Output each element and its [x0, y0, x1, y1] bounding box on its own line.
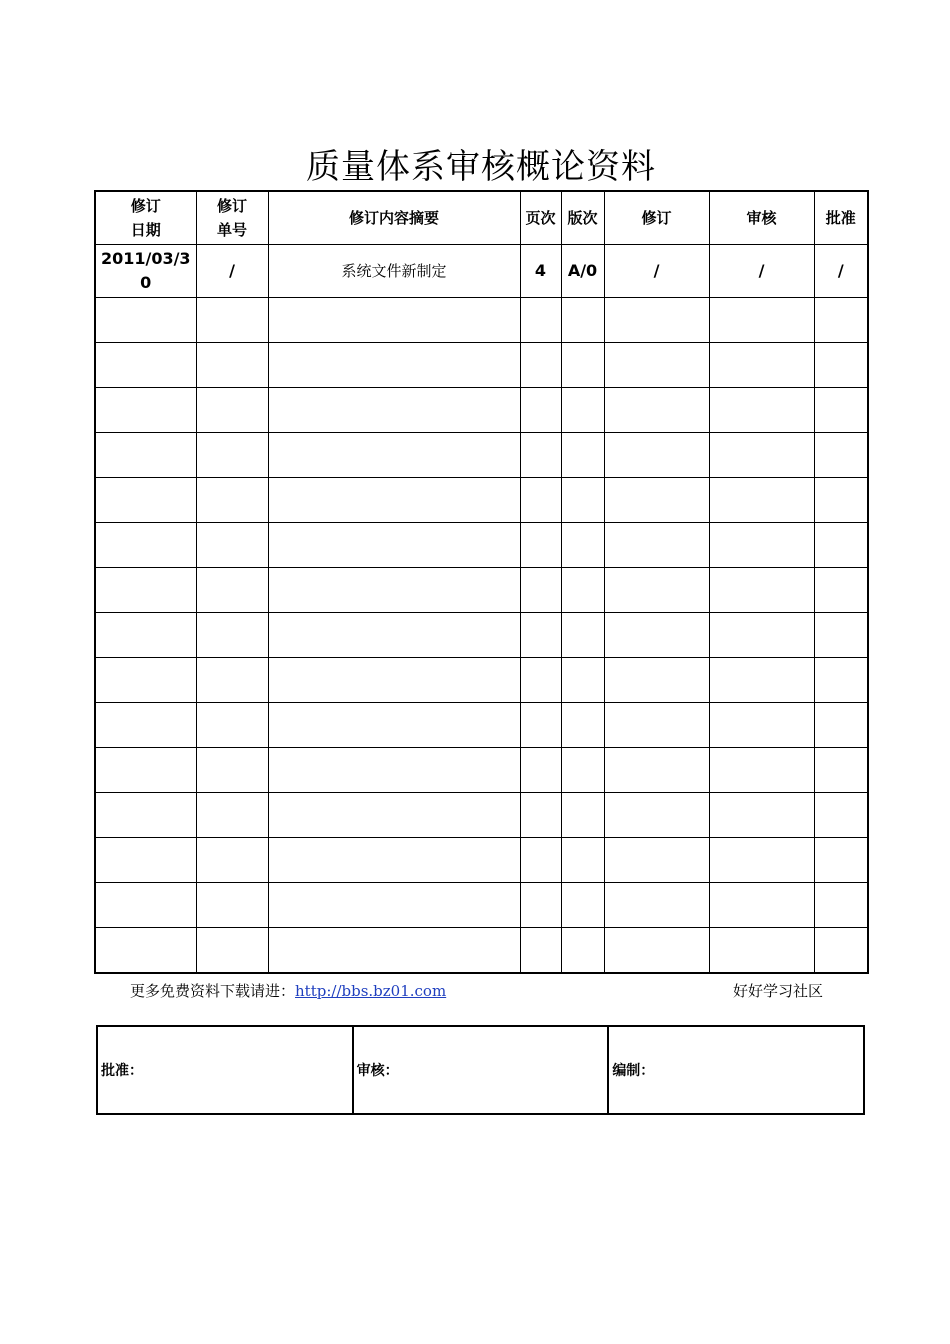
empty-cell: [268, 343, 520, 388]
empty-cell: [95, 613, 196, 658]
empty-cell: [95, 748, 196, 793]
empty-cell: [814, 433, 868, 478]
empty-cell: [561, 838, 604, 883]
table-row: [95, 703, 868, 748]
empty-cell: [520, 388, 561, 433]
cell-revised: /: [604, 245, 709, 298]
signature-table: [96, 1025, 865, 1115]
empty-cell: [604, 298, 709, 343]
header-version: 版次: [561, 191, 604, 245]
empty-cell: [814, 838, 868, 883]
cell-version: A/0: [561, 245, 604, 298]
approve-field: 批准：: [97, 1026, 353, 1114]
empty-cell: [561, 568, 604, 613]
empty-cell: [520, 568, 561, 613]
empty-cell: [95, 433, 196, 478]
empty-cell: [709, 298, 814, 343]
empty-cell: [268, 523, 520, 568]
empty-cell: [95, 928, 196, 974]
document-title: 质量体系审核概论资料: [306, 147, 656, 187]
empty-cell: [268, 928, 520, 974]
empty-cell: [95, 343, 196, 388]
empty-cell: [709, 793, 814, 838]
empty-cell: [604, 388, 709, 433]
empty-cell: [196, 613, 268, 658]
header-page: 页次: [520, 191, 561, 245]
footer-download-link[interactable]: http://bbs.bz01.com: [295, 982, 447, 1000]
empty-cell: [95, 568, 196, 613]
empty-cell: [520, 928, 561, 974]
table-row: [95, 613, 868, 658]
empty-cell: [561, 928, 604, 974]
cell-page: 4: [520, 245, 561, 298]
empty-cell: [709, 658, 814, 703]
empty-cell: [268, 883, 520, 928]
empty-cell: [95, 838, 196, 883]
empty-cell: [268, 298, 520, 343]
empty-cell: [814, 928, 868, 974]
empty-cell: [709, 703, 814, 748]
empty-cell: [196, 748, 268, 793]
empty-cell: [561, 523, 604, 568]
empty-cell: [604, 613, 709, 658]
empty-cell: [196, 478, 268, 523]
table-row: [95, 883, 868, 928]
empty-cell: [561, 433, 604, 478]
empty-cell: [604, 793, 709, 838]
empty-cell: [196, 568, 268, 613]
empty-cell: [604, 568, 709, 613]
table-row: [95, 388, 868, 433]
empty-cell: [709, 568, 814, 613]
cell-reviewed: /: [709, 245, 814, 298]
table-row: [95, 748, 868, 793]
empty-cell: [520, 343, 561, 388]
empty-cell: [520, 523, 561, 568]
empty-cell: [709, 883, 814, 928]
empty-cell: [520, 433, 561, 478]
table-row: [95, 343, 868, 388]
empty-cell: [196, 658, 268, 703]
empty-cell: [709, 748, 814, 793]
empty-cell: [814, 523, 868, 568]
empty-cell: [520, 838, 561, 883]
empty-cell: [814, 478, 868, 523]
empty-cell: [709, 343, 814, 388]
table-row: [95, 523, 868, 568]
empty-cell: [95, 523, 196, 568]
footer-download-note: [130, 980, 446, 1001]
empty-cell: [268, 613, 520, 658]
revision-table: [94, 190, 869, 974]
empty-cell: [814, 703, 868, 748]
empty-cell: [95, 793, 196, 838]
empty-cell: [604, 478, 709, 523]
table-row: [95, 928, 868, 974]
empty-cell: [268, 568, 520, 613]
empty-cell: [561, 703, 604, 748]
empty-cell: [95, 388, 196, 433]
empty-cell: [709, 478, 814, 523]
header-reviewed-by: 审核: [709, 191, 814, 245]
empty-cell: [268, 703, 520, 748]
table-row: [95, 478, 868, 523]
header-revision-summary: 修订内容摘要: [268, 191, 520, 245]
review-field: 审核：: [353, 1026, 609, 1114]
table-row: [95, 793, 868, 838]
cell-summary: 系统文件新制定: [268, 245, 520, 298]
empty-cell: [709, 838, 814, 883]
empty-cell: [604, 343, 709, 388]
empty-cell: [814, 793, 868, 838]
cell-order-no: /: [196, 245, 268, 298]
empty-cell: [561, 478, 604, 523]
empty-cell: [709, 433, 814, 478]
empty-cell: [196, 433, 268, 478]
empty-cell: [520, 658, 561, 703]
table-row: [95, 433, 868, 478]
empty-cell: [814, 658, 868, 703]
empty-cell: [709, 928, 814, 974]
footer-community-label: 好好学习社区: [733, 982, 824, 1000]
empty-cell: [196, 703, 268, 748]
empty-cell: [196, 343, 268, 388]
empty-cell: [520, 298, 561, 343]
header-revision-date: 修订 日期: [95, 191, 196, 245]
empty-cell: [95, 298, 196, 343]
empty-cell: [604, 928, 709, 974]
empty-cell: [561, 298, 604, 343]
empty-cell: [196, 388, 268, 433]
empty-cell: [814, 748, 868, 793]
cell-approved: /: [814, 245, 868, 298]
empty-cell: [709, 523, 814, 568]
empty-cell: [268, 433, 520, 478]
empty-cell: [604, 658, 709, 703]
empty-cell: [95, 658, 196, 703]
empty-cell: [814, 568, 868, 613]
empty-cell: [814, 613, 868, 658]
signature-row: [97, 1026, 864, 1114]
empty-cell: [561, 343, 604, 388]
empty-cell: [268, 478, 520, 523]
empty-cell: [814, 388, 868, 433]
table-row: [95, 245, 868, 298]
empty-cell: [561, 793, 604, 838]
empty-cell: [561, 388, 604, 433]
empty-cell: [268, 748, 520, 793]
empty-cell: [196, 928, 268, 974]
empty-cell: [709, 388, 814, 433]
compile-field: 编制：: [608, 1026, 864, 1114]
empty-cell: [520, 613, 561, 658]
empty-cell: [268, 658, 520, 703]
empty-cell: [520, 478, 561, 523]
table-row: [95, 298, 868, 343]
empty-cell: [268, 838, 520, 883]
empty-cell: [268, 388, 520, 433]
empty-cell: [196, 883, 268, 928]
empty-cell: [814, 883, 868, 928]
header-revision-order-no: 修订 单号: [196, 191, 268, 245]
table-row: [95, 568, 868, 613]
empty-cell: [561, 748, 604, 793]
empty-cell: [561, 613, 604, 658]
empty-cell: [95, 883, 196, 928]
header-revised-by: 修订: [604, 191, 709, 245]
empty-cell: [520, 883, 561, 928]
empty-cell: [604, 433, 709, 478]
empty-cell: [196, 298, 268, 343]
empty-cell: [561, 883, 604, 928]
empty-cell: [520, 793, 561, 838]
empty-cell: [196, 793, 268, 838]
empty-cell: [95, 703, 196, 748]
empty-cell: [709, 613, 814, 658]
empty-cell: [814, 298, 868, 343]
table-row: [95, 658, 868, 703]
empty-cell: [196, 838, 268, 883]
empty-cell: [268, 793, 520, 838]
footer-note-text: 更多免费资料下载请进：: [130, 982, 296, 1000]
empty-cell: [604, 523, 709, 568]
header-row: [95, 191, 868, 245]
empty-cell: [604, 703, 709, 748]
table-row: [95, 838, 868, 883]
cell-date: 2011/03/3 0: [95, 245, 196, 298]
header-approved-by: 批准: [814, 191, 868, 245]
empty-cell: [814, 343, 868, 388]
empty-cell: [520, 748, 561, 793]
empty-cell: [520, 703, 561, 748]
empty-cell: [604, 748, 709, 793]
empty-cell: [196, 523, 268, 568]
empty-cell: [95, 478, 196, 523]
empty-cell: [604, 838, 709, 883]
empty-cell: [561, 658, 604, 703]
empty-cell: [604, 883, 709, 928]
